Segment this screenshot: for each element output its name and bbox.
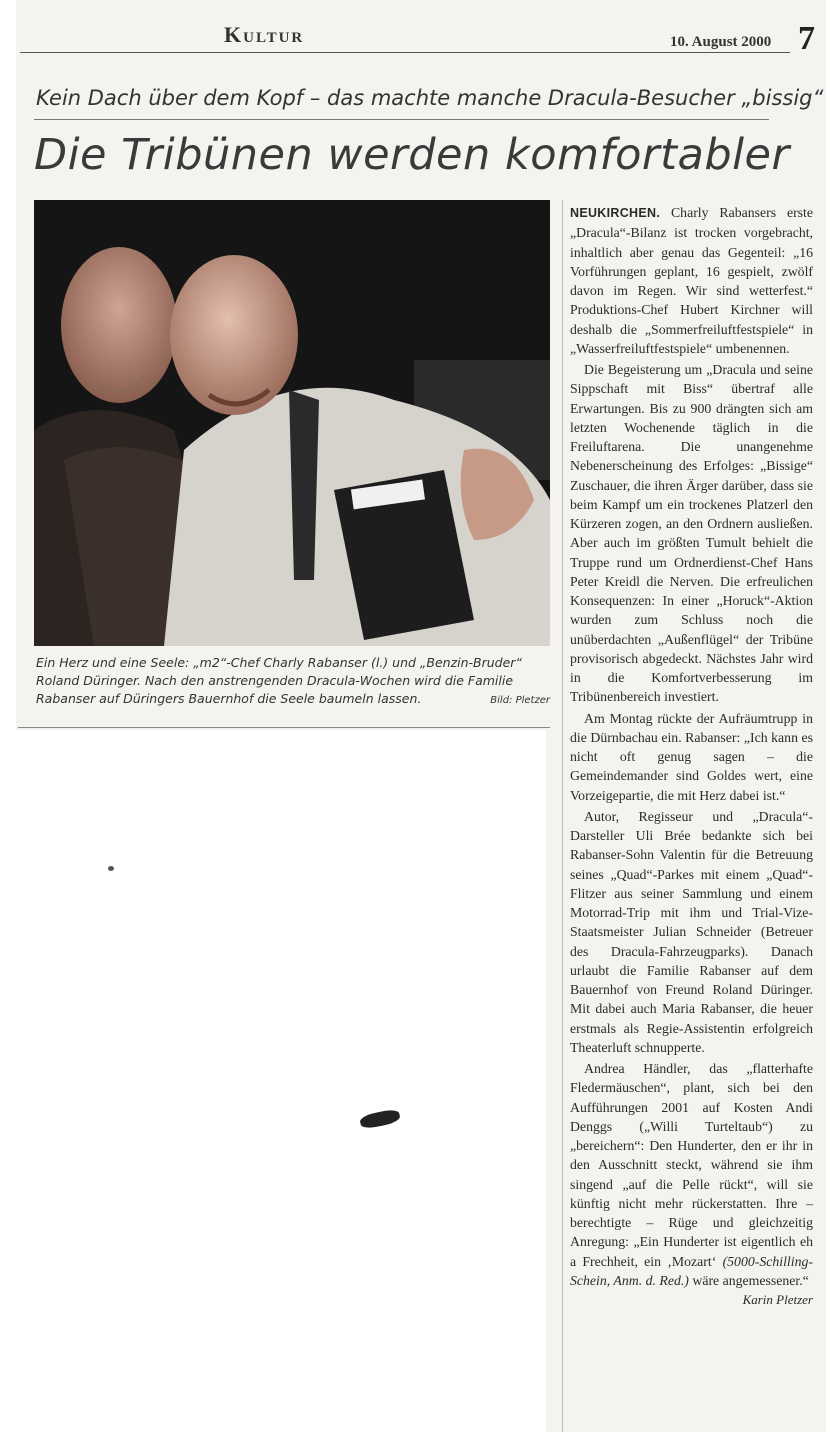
caption-text: Ein Herz und eine Seele: „m2“-Chef Charly Rabanser (l.) und „Benzin-Bruder“ Roland Düringer. Nach den anstrengenden Dracula-Wochen wird die Familie Rabanser auf Düringers Bauernhof die Seele baumeln lassen.: [36, 655, 522, 706]
paragraph-5-text-b: wäre angemessener.“: [692, 1272, 809, 1288]
article-photo: [34, 200, 550, 646]
kicker-rule: [34, 119, 769, 120]
paragraph-5-text-a: Andrea Händler, das „flatterhafte Fledermäuschen“, plant, sich bei den Aufführungen 2001 auf Kosten Andi Denggs („Willi Turteltaub“) zu „bereichern“: Den Hunderter, den er ihr in den Ausschnitt steckt, während sie ihm singend „auf die Pelle rückt“, will sie künftig nicht mehr rückerstatten. Ihre – berechtigte – Rüge und gleichzeitig Anregung: „Ein Hunderter ist eigentlich eh a Frechheit, ein ‚Mozart‘: [570, 1061, 813, 1269]
headline: Die Tribünen werden komfortabler: [34, 130, 790, 180]
paragraph-2: Die Begeisterung um „Dracula und seine Sippschaft mit Biss“ übertraf alle Erwartungen. Bis zu 900 drängten sich am letzten Wochenende täglich in die Freiluftarena. Die unangenehme Nebenerscheinung des Erfolges: „Bissige“ Zuschauer, die ihren Ärger darüber, dass sie beim Kampf um ein trockenes Platzerl den Kürzeren zogen, an den Ordnern ausließen. Aber auch im größten Tumult behielt die Truppe rund um Ordnerdienst-Chef Hans Peter Kreidl die Nerven. Die erfreulichen Konsequenzen: In einer „Horuck“-Aktion wurden zum Schluss noch die unüberdachten „Außenflügel“ der Tribüne provisorisch abgedeckt. Nächstes Jahr wird in die Komfortverbesserung im Tribünenbereich investiert.: [570, 362, 813, 705]
dateline: NEUKIRCHEN.: [570, 206, 661, 220]
photo-credit: Bild: Pletzer: [490, 695, 550, 706]
paragraph-5: [570, 1059, 813, 1307]
paragraph-5-editor-note: (5000-Schilling-Schein, Anm. d. Red.): [570, 1253, 813, 1288]
paragraph-1-text: Charly Rabansers erste „Dracula“-Bilanz ist trocken vorgebracht, inhaltlich aber genau das Gegenteil: „16 Vorführungen geplant, 16 gespielt, zwölf davon im Regen. Wir sind wetterfest.“ Produktions-Chef Hubert Kirchner will deshalb die „Sommerfreiluftfestspiele“ in „Wasserfreiluftfestspiele“ umbenennen.: [570, 205, 813, 356]
paragraph-4: Autor, Regisseur und „Dracula“-Darsteller Uli Brée bedankte sich bei Rabanser-Sohn Valentin für die Betreuung seines „Quad“-Parkes mit einem „Quad“-Flitzer aus seiner Sammlung und einem Motorrad-Trip mit ihm und Trial-Vize-Staatsmeister Julian Schneider (Betreuer des Dracula-Fahrzeugparks). Danach urlaubt die Familie Rabanser auf dem Bauernhof von Freund Roland Düringer. Mit dabei auch Maria Rabanser, die heuer erstmals als Regie-Assistentin erfolgreich Theaterluft schnupperte.: [570, 808, 813, 1055]
article-body: [570, 203, 813, 1309]
page-number: 7: [798, 20, 815, 57]
blank-scan-area: [16, 730, 546, 1432]
caption-rule: [18, 727, 550, 728]
section-title: Kultur: [224, 22, 305, 47]
paragraph-1: [570, 203, 813, 358]
photo-illustration: [34, 200, 550, 646]
paragraph-3: Am Montag rückte der Aufräumtrupp in die Dürnbachau ein. Rabanser: „Ich kann es nicht oft genug sagen – die Gemeindemander sind Goldes wert, eine Vorzeigepartie, die mit Herz dabei ist.“: [570, 710, 813, 803]
column-rule: [562, 200, 563, 1432]
photo-caption: [36, 654, 550, 710]
issue-date: 10. August 2000: [670, 34, 772, 50]
author-byline: Karin Pletzer: [742, 1292, 813, 1307]
header-rule: [20, 52, 790, 53]
scan-speck: [108, 866, 114, 871]
kicker-line: Kein Dach über dem Kopf – das machte manche Dracula-Besucher „bissig“: [36, 86, 824, 110]
